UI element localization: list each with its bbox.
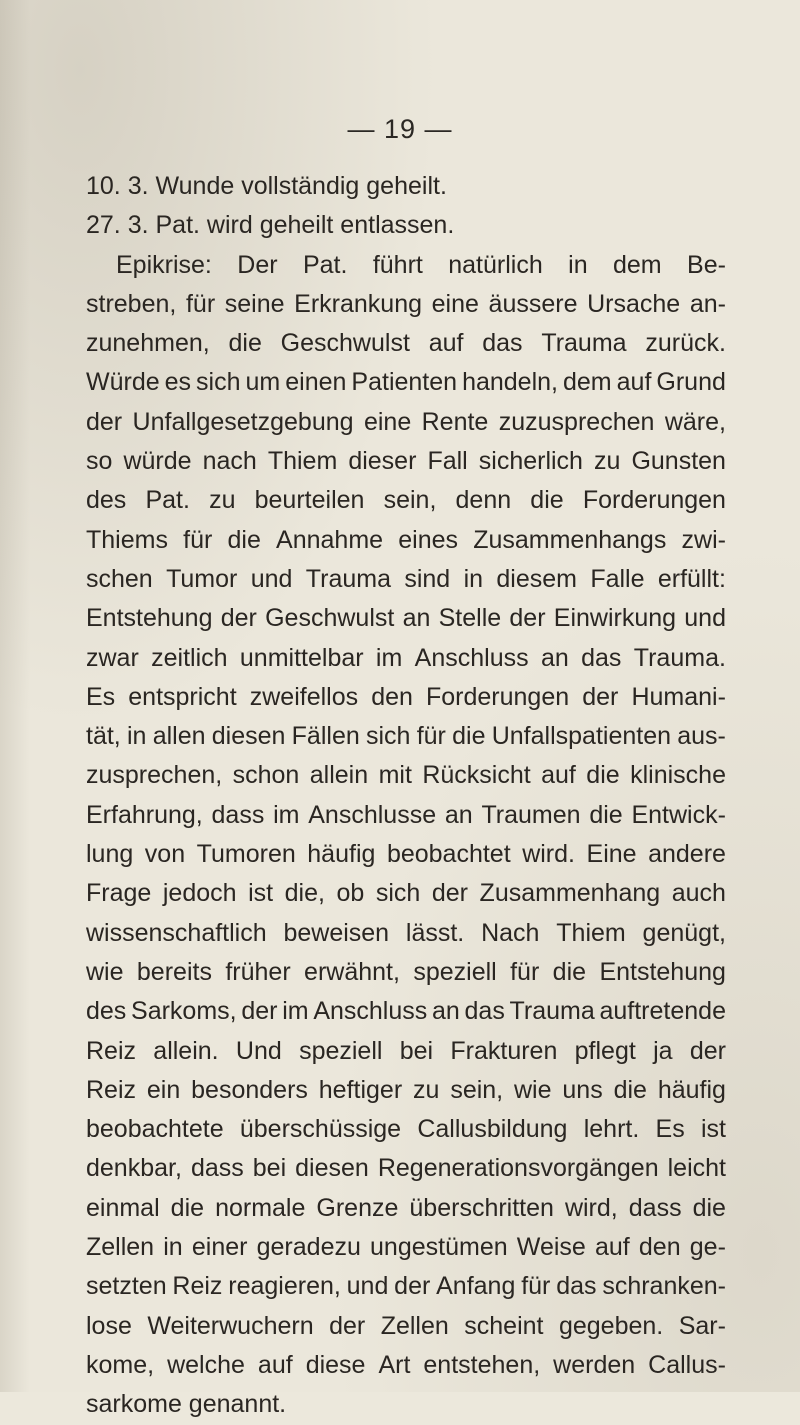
text-line: des Pat. zu beurteilen sein, denn die Forderungen — [86, 486, 726, 515]
text-line: schen Tumor und Trauma sind in diesem Falle erfüllt: — [86, 564, 726, 593]
text-line: Epikrise: Der Pat. führt natürlich in dem Be- — [116, 250, 726, 279]
text-line: wissenschaftlich beweisen lässt. Nach Thiem genügt, — [86, 918, 726, 947]
text-line: so würde nach Thiem dieser Fall sicherlich zu Gunsten — [86, 447, 726, 476]
text-line: der Unfallgesetzgebung eine Rente zuzusprechen wäre, — [86, 407, 726, 436]
text-line: Reiz allein. Und speziell bei Frakturen pflegt ja der — [86, 1036, 726, 1065]
body-text — [86, 167, 726, 1425]
page-number: — 19 — — [347, 114, 453, 144]
text-line: Entstehung der Geschwulst an Stelle der Einwirkung und — [86, 604, 726, 633]
text-line: Erfahrung, dass im Anschlusse an Traumen die Entwick- — [86, 800, 726, 829]
text-line: des Sarkoms, der im Anschluss an das Trauma auftretende — [86, 997, 726, 1026]
text-line: zusprechen, schon allein mit Rücksicht auf die klinische — [86, 761, 726, 790]
text-line: Frage jedoch ist die, ob sich der Zusammenhang auch — [86, 879, 726, 908]
text-line: einmal die normale Grenze überschritten wird, dass die — [86, 1193, 726, 1222]
text-line: sarkome genannt. — [86, 1390, 287, 1419]
text-line: Reiz ein besonders heftiger zu sein, wie uns die häufig — [86, 1075, 726, 1104]
text-line: Würde es sich um einen Patienten handeln, dem auf Grund — [86, 368, 726, 397]
text-line: lung von Tumoren häufig beobachtet wird. Eine andere — [86, 840, 726, 869]
text-line: 27. 3. Pat. wird geheilt entlassen. — [86, 211, 455, 240]
text-line: Zellen in einer geradezu ungestümen Weise auf den ge- — [86, 1233, 726, 1262]
text-line: Thiems für die Annahme eines Zusammenhangs zwi- — [86, 525, 726, 554]
text-line: zunehmen, die Geschwulst auf das Trauma zurück. — [86, 329, 726, 358]
text-line: kome, welche auf diese Art entstehen, werden Callus- — [86, 1350, 726, 1379]
text-line: lose Weiterwuchern der Zellen scheint gegeben. Sar- — [86, 1311, 726, 1340]
text-line: denkbar, dass bei diesen Regenerationsvorgängen leicht — [86, 1154, 726, 1183]
text-line: 10. 3. Wunde vollständig geheilt. — [86, 172, 447, 200]
text-line: tät, in allen diesen Fällen sich für die Unfallspatienten aus- — [86, 722, 726, 751]
text-line: zwar zeitlich unmittelbar im Anschluss an das Trauma. — [86, 643, 726, 672]
text-line: wie bereits früher erwähnt, speziell für die Entstehung — [86, 957, 726, 986]
text-line: setzten Reiz reagieren, und der Anfang für das schranken- — [86, 1272, 726, 1301]
text-line: streben, für seine Erkrankung eine äussere Ursache an- — [86, 289, 726, 318]
text-line: Es entspricht zweifellos den Forderungen der Humani- — [86, 682, 726, 711]
text-line: beobachtete überschüssige Callusbildung lehrt. Es ist — [86, 1115, 726, 1144]
